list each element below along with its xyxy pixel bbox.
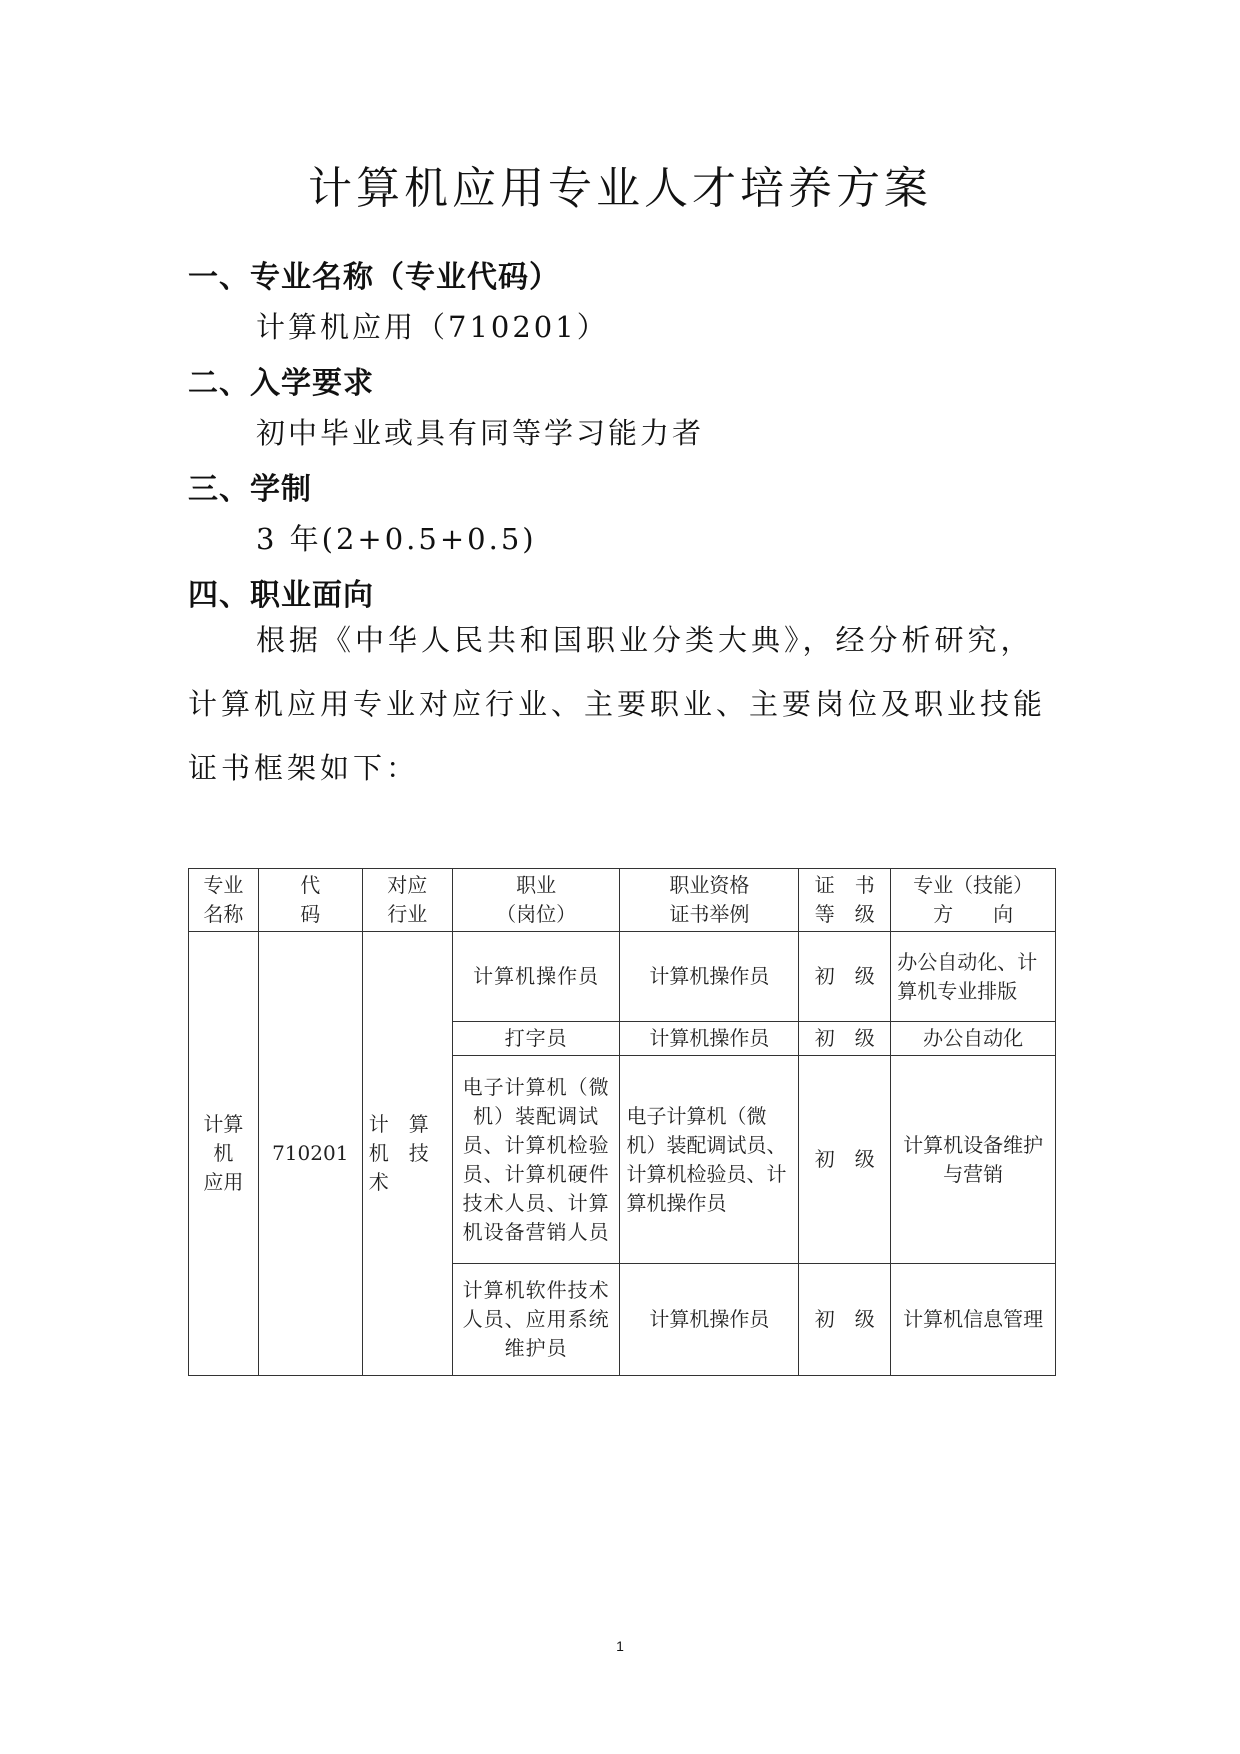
cell-job: 计算机操作员 [452, 932, 620, 1022]
cell-industry: 计 算 机 技 术 [362, 932, 452, 1376]
header-cert: 职业资格 证书举例 [620, 869, 799, 932]
cell-level: 初 级 [799, 1056, 891, 1264]
section-heading-major-name: 一、专业名称（专业代码） [188, 260, 560, 295]
cell-job: 打字员 [452, 1022, 620, 1056]
cell-cert: 计算机操作员 [620, 1264, 799, 1376]
cell-cert: 计算机操作员 [620, 932, 799, 1022]
section-heading-career: 四、职业面向 [188, 578, 374, 613]
table-header-row [189, 869, 1056, 932]
cell-job: 计算机软件技术人员、应用系统维护员 [452, 1264, 620, 1376]
header-direction: 专业（技能） 方 向 [891, 869, 1056, 932]
section-paragraph-career: 根据《中华人民共和国职业分类大典》，经分析研究，计算机应用专业对应行业、主要职业、主要岗位及职业技能证书框架如下： [188, 623, 1047, 785]
cell-cert: 计算机操作员 [620, 1022, 799, 1056]
cell-level: 初 级 [799, 1264, 891, 1376]
header-code: 代 码 [258, 869, 362, 932]
cell-level: 初 级 [799, 1022, 891, 1056]
cell-major-name: 计算 机 应用 [189, 932, 259, 1376]
section-heading-admission: 二、入学要求 [188, 366, 374, 401]
cell-level: 初 级 [799, 932, 891, 1022]
cell-direction: 办公自动化、计算机专业排版 [891, 932, 1056, 1022]
document-title: 计算机应用专业人才培养方案 [308, 163, 932, 214]
career-table [188, 868, 1056, 1376]
cell-direction: 办公自动化 [891, 1022, 1056, 1056]
cell-job: 电子计算机（微机）装配调试员、计算机检验员、计算机硬件技术人员、计算机设备营销人员 [452, 1056, 620, 1264]
cell-direction: 计算机设备维护与营销 [891, 1056, 1056, 1264]
header-major: 专业 名称 [189, 869, 259, 932]
header-level: 证 书 等 级 [799, 869, 891, 932]
page-number: 1 [616, 1638, 624, 1654]
cell-cert: 电子计算机（微机）装配调试员、计算机检验员、计算机操作员 [620, 1056, 799, 1264]
cell-direction: 计算机信息管理 [891, 1264, 1056, 1376]
section-heading-duration: 三、学制 [188, 472, 312, 507]
section-text-admission: 初中毕业或具有同等学习能力者 [256, 416, 705, 450]
section-text-major-name: 计算机应用（710201） [256, 310, 609, 344]
header-industry: 对应 行业 [362, 869, 452, 932]
cell-code: 710201 [258, 932, 362, 1376]
table-row [189, 932, 1056, 1022]
header-job: 职业 （岗位） [452, 869, 620, 932]
section-text-duration: 3 年(2+0.5+0.5) [256, 522, 537, 556]
